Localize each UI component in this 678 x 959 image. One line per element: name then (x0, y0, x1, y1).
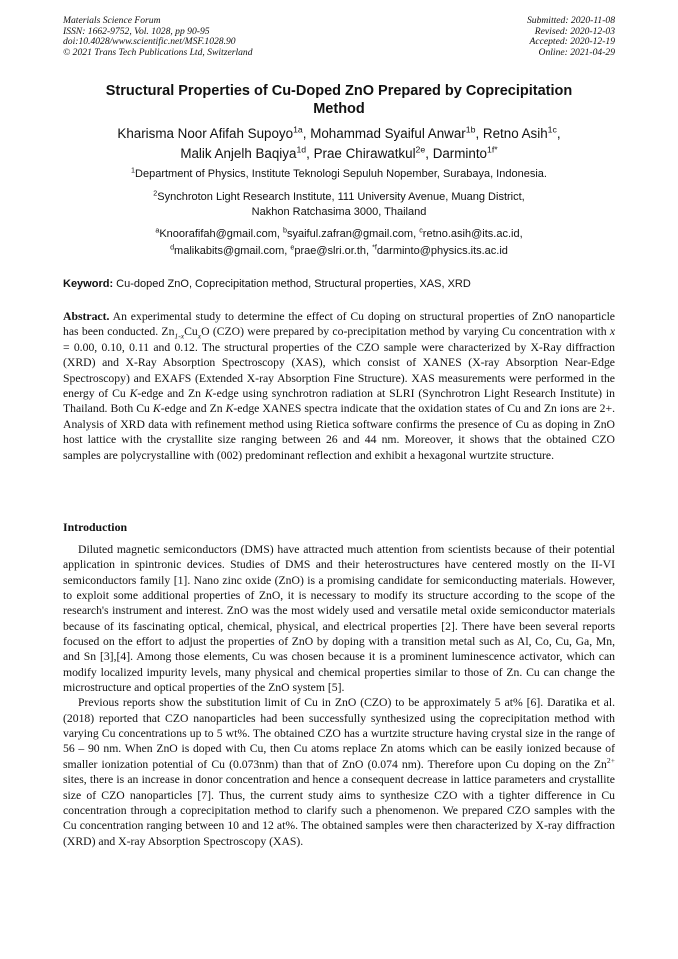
journal-name: Materials Science Forum (63, 15, 161, 26)
email-link[interactable]: prae@slri.or.th, (294, 245, 373, 257)
author-list (63, 124, 615, 164)
affiliation-2 (63, 190, 615, 220)
paragraph: Diluted magnetic semiconductors (DMS) have attracted much attention from scientists because of their potential application in spintronic devices. Studies of DMS and their heterostructures have centered mostly on the II-VI semiconductors family [1]. Nano zinc oxide (ZnO) is a promising candidate for semiconducting materials. However, to exploit some additional properties of ZnO, it is necessary to modify its structure according to the scope of the research's instrument and interest. ZnO was the most widely used and versatile metal oxide semiconductor materials because of its fascinating optical, chemical, physical, and electrical properties [2]. There have been several reports focused on the effort to adjust the properties of ZnO by doping with a transition metal such as Al, Co, Cu, Ga, Mn, and Sn [3],[4]. Among those elements, Cu was chosen because it is a prominent luminescence activator, which can modify localized impurity levels, many physical and chemical properties similar to those of Zn. Cu can change the microstructure and optical properties of the ZnO system [5]. (63, 543, 615, 695)
email-mark: e (290, 243, 295, 252)
author-line-2 (63, 144, 615, 164)
submission-dates (527, 16, 615, 58)
email-mark: c (419, 226, 423, 235)
affiliation-1 (63, 167, 615, 182)
email-mark: *f (372, 243, 377, 252)
author-name: Prae Chirawatkul (313, 146, 416, 161)
email-link[interactable]: retno.asih@its.ac.id, (422, 228, 523, 240)
date-revised: Revised: 2020-12-03 (534, 25, 615, 37)
date-submitted: Submitted: 2020-11-08 (526, 15, 615, 26)
email-link[interactable]: syaiful.zafran@gmail.com, (287, 228, 420, 240)
paragraph-text: Previous reports show the substitution limit of Cu in ZnO (CZO) to be approximately 5 at% [6]. Daratika et al. (2018) reported that CZO nanoparticles had been successfully synthesized using the coprecipitation method with varying Cu concentrations up to 5 wt%. The obtained CZO has a wurtzite structure having crystal size in the range of 56 – 90 nm. When ZnO is doped with Cu, then Cu atoms replace Zn atoms which can be easily ionized because of smaller ionization potential of Cu (0.073nm) than that of ZnO (0.074 nm). Therefore upon Cu doping on the Zn (63, 696, 615, 771)
abstract-subscript: x (197, 331, 202, 341)
author-affiliation-mark: 1a (293, 124, 303, 135)
author-separator: , (302, 126, 311, 141)
author-affiliation-mark: 1f* (487, 144, 498, 155)
journal-info (63, 16, 253, 58)
paragraph-text: sites, there is an increase in donor concentration and hence a consequent decrease in lattice parameters and crystallite size of CZO nanoparticles [7]. Thus, the current study aims to synthesize CZO with a tighter difference in Cu concentration through a coprecipitation method to clarify such a phenomenon. We prepared CZO samples with the Cu concentration ranging between 10 and 12 at%. The obtained samples were then characterized by X-ray diffraction (XRD) and X-ray Absorption Spectroscopy (XAS). (63, 773, 615, 848)
affiliation-text: Nakhon Ratchasima 3000, Thailand (251, 206, 427, 218)
keyword-list: Cu-doped ZnO, Coprecipitation method, Structural properties, XAS, XRD (113, 278, 471, 290)
author-name: Kharisma Noor Afifah Supoyo (117, 126, 294, 141)
paragraph (63, 695, 615, 848)
keyword-label: Keyword: (63, 278, 114, 290)
affiliation-text: Synchroton Light Research Institute, 111 University Avenue, Muang District, (157, 191, 525, 203)
journal-doi: doi:10.4028/www.scientific.net/MSF.1028.90 (63, 36, 236, 48)
section-heading-introduction: Introduction (63, 520, 128, 534)
paper-title-line-2: Method (313, 101, 365, 117)
email-line-1 (63, 227, 615, 242)
abstract-edge-symbol: K (204, 387, 213, 401)
email-link[interactable]: Knoorafifah@gmail.com, (159, 228, 284, 240)
abstract-text: -edge using synchrotron radiation at SLRI (Synchrotron Light Research Institute) in Thailand. Both Cu (63, 387, 616, 416)
date-accepted: Accepted: 2020-12-19 (529, 36, 615, 48)
affiliation-number: 2 (153, 189, 158, 198)
journal-issn: ISSN: 1662-9752, Vol. 1028, pp 90-95 (63, 25, 210, 37)
date-online: Online: 2021-04-29 (538, 46, 615, 58)
paragraph-superscript: 2+ (606, 755, 615, 765)
abstract-label: Abstract. (63, 310, 110, 323)
abstract-text: -edge and Zn (137, 387, 205, 401)
abstract-variable: x (609, 325, 616, 339)
abstract-edge-symbol: K (152, 402, 161, 416)
email-mark: b (283, 226, 287, 235)
paper-title-line-1: Structural Properties of Cu-Doped ZnO Prepared by Coprecipitation (105, 83, 573, 99)
keywords (63, 277, 615, 291)
paper-title (63, 82, 615, 118)
abstract-text: Cu (184, 325, 198, 339)
author-name: Mohammad Syaiful Anwar (310, 126, 466, 141)
affiliation-text: Department of Physics, Institute Teknologi Sepuluh Nopember, Surabaya, Indonesia. (135, 168, 547, 180)
author-separator: , (306, 146, 314, 161)
email-mark: a (155, 226, 160, 235)
author-name: Retno Asih (482, 126, 548, 141)
email-link[interactable]: malikabits@gmail.com, (174, 245, 291, 257)
author-name: Darminto (432, 146, 488, 161)
author-separator: , (475, 126, 483, 141)
author-separator: , (425, 146, 433, 161)
author-affiliation-mark: 2e (415, 144, 426, 155)
abstract-text: O (CZO) were prepared by co-precipitation method by varying Cu concentration with (201, 325, 610, 339)
author-affiliation-mark: 1d (296, 144, 307, 155)
author-affiliation-mark: 1b (465, 124, 476, 135)
abstract-text: An experimental study to determine the effect of Cu doping on structural properties of ZnO nanoparticle has been conducted. Zn (63, 310, 615, 339)
author-separator: , (556, 126, 561, 141)
author-affiliation-mark: 1c (547, 124, 557, 135)
abstract-text: -edge XANES spectra indicate that the oxidation states of Cu and Zn ions are 2+. Analysis of XRD data with refinement method using Rietica software confirms the presence of Cu as doping in ZnO host lattice with the crystallite size ranging between 26 and 44 nm. Moreover, it shows that the obtained CZO samples are polycrystalline with (002) predominant reflection and exhibit a hexagonal wurtzite structure. (63, 402, 615, 462)
email-mark: d (170, 243, 175, 252)
abstract (63, 309, 615, 463)
abstract-edge-symbol: K (225, 402, 234, 416)
introduction-body (63, 542, 615, 849)
affiliation-number: 1 (131, 166, 136, 175)
email-line-2 (63, 244, 615, 259)
email-link[interactable]: darminto@physics.its.ac.id (376, 245, 508, 257)
abstract-edge-symbol: K (129, 387, 138, 401)
abstract-text: = 0.00, 0.10, 0.11 and 0.12. The structural properties of the CZO sample were characterized by X-Ray diffraction (XRD) and X-Ray Absorption Spectroscopy (XAS), which consist of XANES (X-ray Absorption Near-Edge Spectroscopy) and EXAFS (Extended X-ray Absorption Fine Structure). XAS measurements were performed in the energy of Cu (63, 340, 615, 401)
abstract-subscript: 1-x (174, 331, 185, 341)
journal-copyright: © 2021 Trans Tech Publications Ltd, Switzerland (63, 46, 253, 58)
abstract-text: -edge and Zn (160, 402, 226, 416)
author-name: Malik Anjelh Baqiya (180, 146, 297, 161)
author-line-1 (63, 124, 615, 144)
